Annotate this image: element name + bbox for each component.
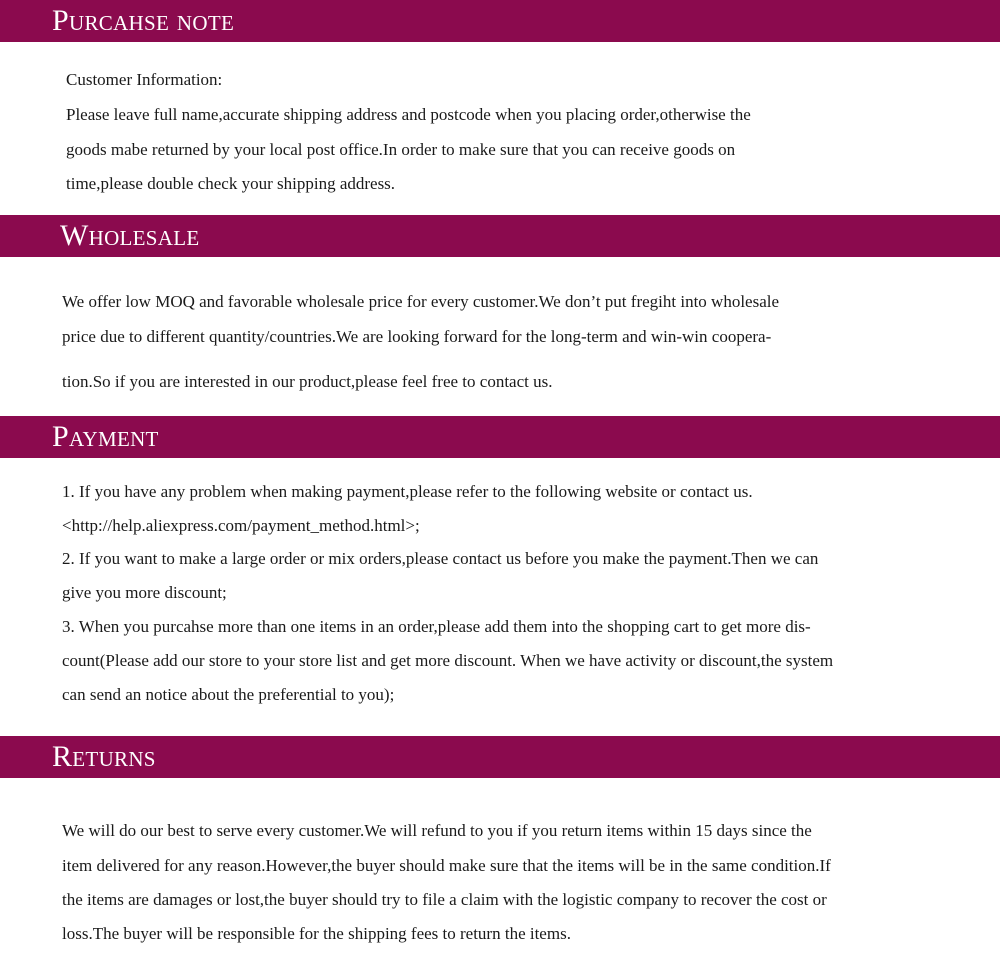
payment-line: can send an notice about the preferential to you); xyxy=(62,685,395,704)
wholesale-line: We offer low MOQ and favorable wholesale price for every customer.We don’t put fregiht into wholesale xyxy=(62,292,780,311)
returns-line: loss.The buyer will be responsible for the shipping fees to return the items. xyxy=(62,924,571,943)
payment-line: <http://help.aliexpress.com/payment_method.html>; xyxy=(62,516,420,535)
purchase-note-line: Please leave full name,accurate shipping address and postcode when you placing order,otherwise the xyxy=(66,105,751,124)
wholesale-heading: Wholesale xyxy=(60,219,200,252)
payment-line: give you more discount; xyxy=(62,583,227,602)
purchase-note-heading: Purcahse note xyxy=(52,4,235,37)
wholesale-line: tion.So if you are interested in our product,please feel free to contact us. xyxy=(62,372,553,391)
returns-heading: Returns xyxy=(52,740,156,773)
purchase-note-line: goods mabe returned by your local post office.In order to make sure that you can receive goods on xyxy=(66,140,736,159)
payment-line: count(Please add our store to your store list and get more discount. When we have activity or discount,the system xyxy=(62,651,834,670)
returns-line: item delivered for any reason.However,the buyer should make sure that the items will be in the same condition.If xyxy=(62,856,831,875)
purchase-note-line: time,please double check your shipping address. xyxy=(66,174,396,193)
payment-line: 1. If you have any problem when making payment,please refer to the following website or contact us. xyxy=(62,482,753,501)
payment-banner xyxy=(0,416,1000,458)
returns-banner xyxy=(0,736,1000,778)
purchase-note-line: Customer Information: xyxy=(66,70,223,89)
wholesale-line: price due to different quantity/countries.We are looking forward for the long-term and win-win coopera- xyxy=(62,327,772,346)
returns-line: We will do our best to serve every customer.We will refund to you if you return items within 15 days since the xyxy=(62,821,812,840)
purchase-note-banner xyxy=(0,0,1000,42)
payment-line: 2. If you want to make a large order or mix orders,please contact us before you make the payment.Then we can xyxy=(62,549,819,568)
returns-line: the items are damages or lost,the buyer should try to file a claim with the logistic company to recover the cost or xyxy=(62,890,827,909)
payment-heading: Payment xyxy=(52,420,159,453)
wholesale-banner xyxy=(0,215,1000,257)
payment-line: 3. When you purcahse more than one items in an order,please add them into the shopping cart to get more dis- xyxy=(62,617,811,636)
